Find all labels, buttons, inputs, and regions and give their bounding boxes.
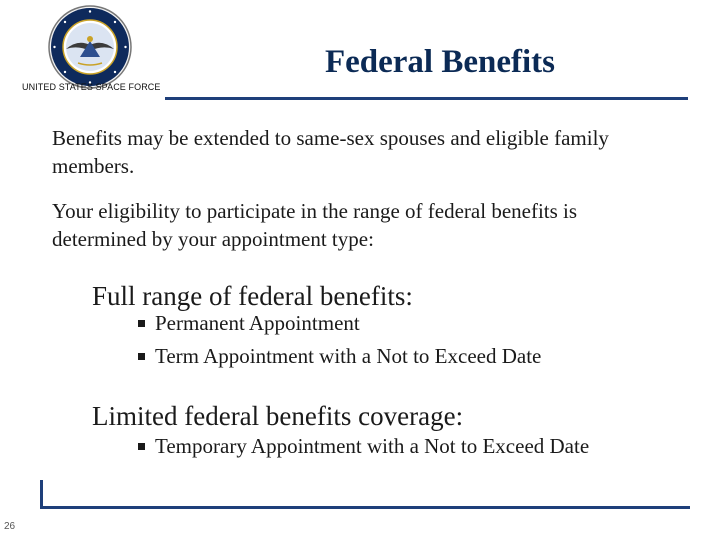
square-bullet-icon <box>138 353 145 360</box>
section-heading-limited-coverage: Limited federal benefits coverage: <box>92 401 464 431</box>
department-of-the-air-force-seal-icon <box>48 5 132 89</box>
paragraph-appointment-type: Your eligibility to participate in the range of federal benefits is determined by your appointment type: <box>52 199 578 251</box>
limited-coverage-bullet-list <box>138 430 589 463</box>
section-heading-full-range: Full range of federal benefits: <box>92 281 413 311</box>
footer-divider-vertical <box>40 480 43 509</box>
title-divider <box>165 97 688 100</box>
list-item-text: Permanent Appointment <box>155 311 360 335</box>
list-item <box>138 430 589 463</box>
list-item <box>138 340 541 373</box>
paragraph-spouse-eligibility: Benefits may be extended to same-sex spouses and eligible family members. <box>52 126 609 178</box>
list-item-text: Temporary Appointment with a Not to Exceed Date <box>155 434 590 458</box>
footer-divider <box>40 506 690 509</box>
square-bullet-icon <box>138 320 145 327</box>
list-item-text: Term Appointment with a Not to Exceed Date <box>155 344 542 368</box>
page-title: Federal Benefits <box>324 44 556 80</box>
page-number: 26 <box>4 521 16 532</box>
square-bullet-icon <box>138 443 145 450</box>
list-item <box>138 307 541 340</box>
organization-label: UNITED STATES SPACE FORCE <box>22 82 161 92</box>
full-range-bullet-list <box>138 307 541 373</box>
